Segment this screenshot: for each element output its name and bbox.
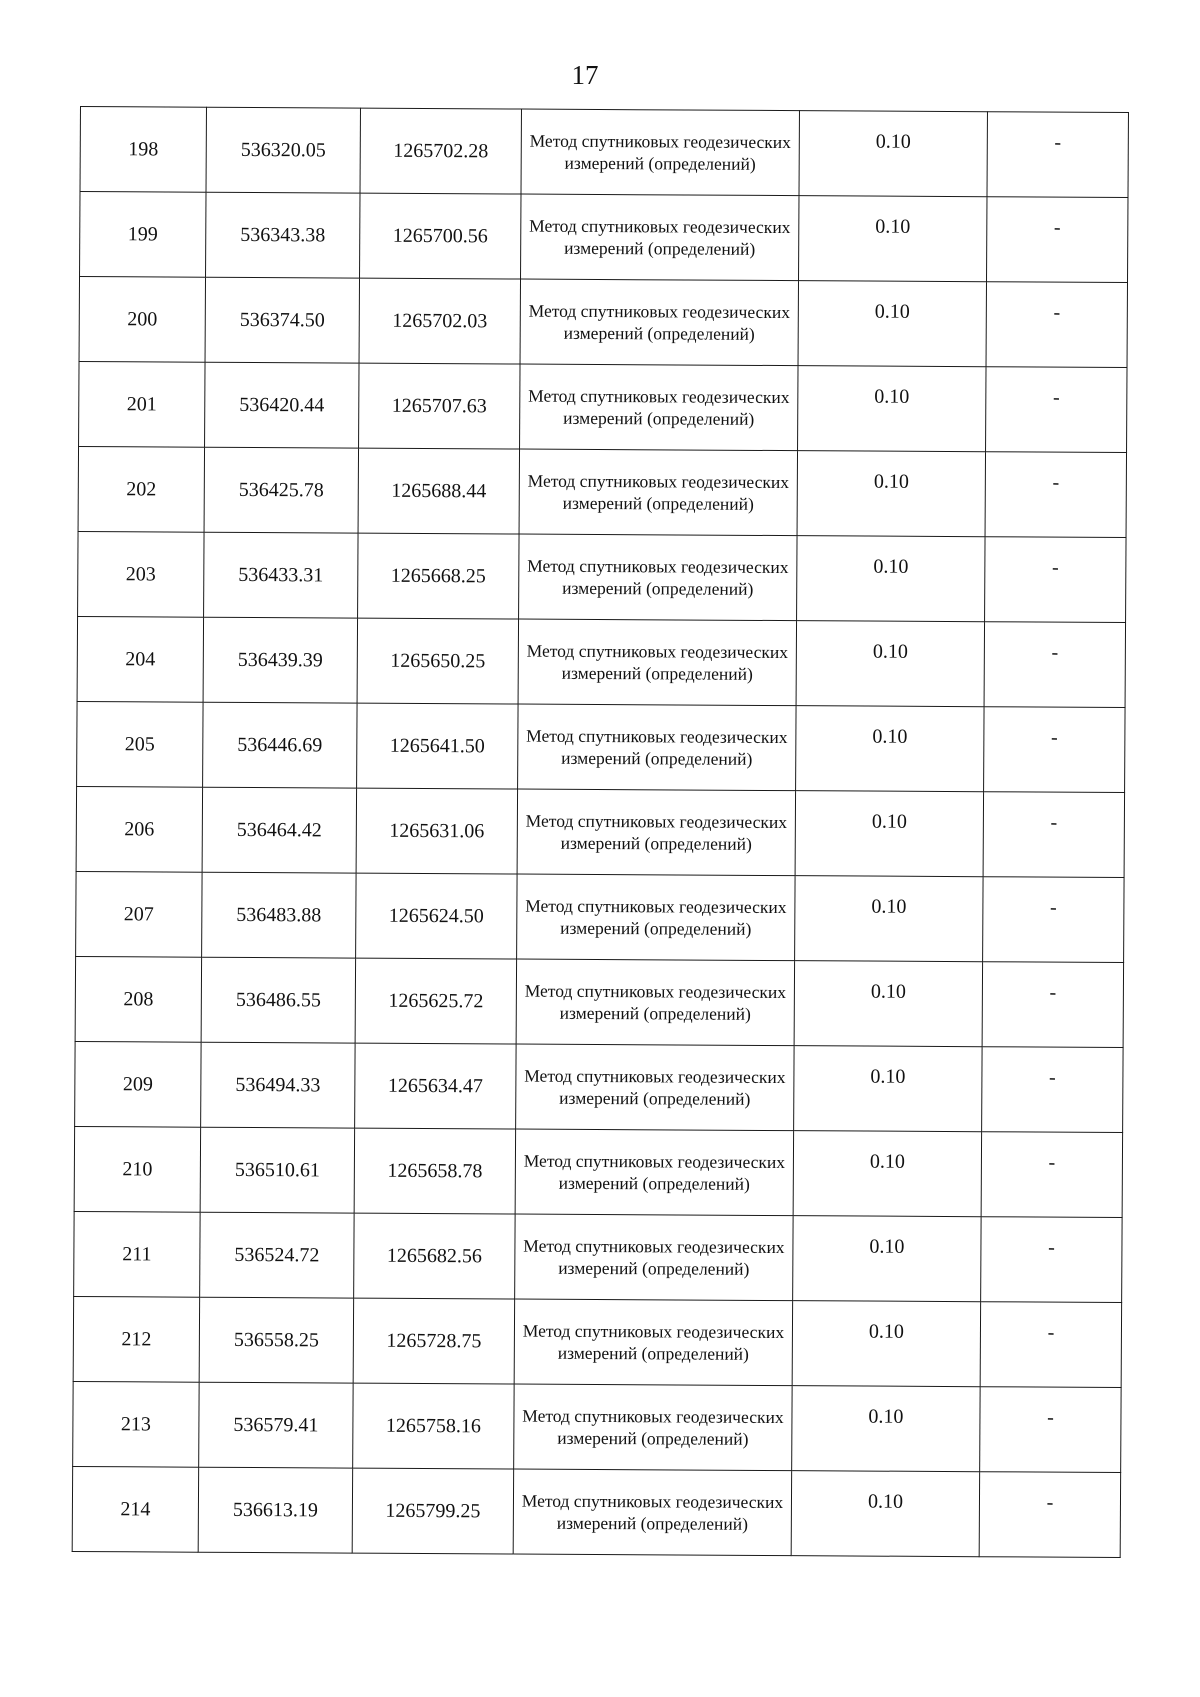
y-coordinate-cell (357, 703, 518, 789)
point-number-text: 209 (122, 1073, 153, 1096)
accuracy-text: 0.10 (872, 640, 908, 663)
x-coordinate-text: 536343.38 (240, 223, 326, 247)
method-cell (516, 1044, 794, 1131)
method-cell (515, 1214, 793, 1301)
x-coordinate-text: 536320.05 (240, 138, 326, 162)
method-cell (521, 109, 799, 196)
accuracy-cell (796, 706, 984, 792)
point-number-text: 205 (124, 733, 155, 756)
table-row (76, 871, 1124, 962)
note-cell (986, 282, 1127, 368)
point-number-cell (77, 616, 203, 702)
y-coordinate-text: 1265668.25 (390, 564, 486, 588)
page-number: 17 (571, 60, 599, 90)
method-cell (521, 194, 799, 281)
method-text: Метод спутниковых геодезических измерений (определений) (528, 385, 790, 429)
point-number-cell (80, 107, 206, 193)
point-number-cell (73, 1381, 199, 1467)
y-coordinate-cell (353, 1298, 514, 1384)
accuracy-cell (797, 451, 985, 537)
method-text: Метод спутниковых геодезических измерений (определений) (527, 555, 789, 599)
table-row (79, 361, 1127, 452)
accuracy-text: 0.10 (869, 1235, 905, 1258)
x-coordinate-cell (206, 192, 360, 278)
table-row (78, 531, 1126, 622)
table-row (78, 446, 1126, 537)
x-coordinate-text: 536446.69 (237, 733, 323, 757)
accuracy-cell (799, 111, 987, 197)
x-coordinate-cell (199, 1297, 353, 1383)
y-coordinate-text: 1265702.28 (393, 139, 489, 163)
point-number-cell (75, 956, 201, 1042)
x-coordinate-text: 536579.41 (233, 1413, 319, 1437)
method-cell (517, 874, 795, 961)
note-text: - (1053, 216, 1061, 239)
table-row (73, 1381, 1121, 1472)
y-coordinate-cell (355, 958, 516, 1044)
accuracy-text: 0.10 (873, 555, 909, 578)
table-row (72, 1466, 1120, 1557)
accuracy-cell (793, 1216, 981, 1302)
y-coordinate-cell (359, 363, 520, 449)
point-number-text: 204 (125, 648, 156, 671)
method-cell (514, 1299, 792, 1386)
method-cell (513, 1469, 791, 1556)
y-coordinate-text: 1265624.50 (388, 904, 484, 928)
point-number-cell (79, 361, 205, 447)
point-number-text: 198 (128, 138, 159, 161)
table-row (73, 1296, 1121, 1387)
point-number-cell (78, 531, 204, 617)
method-text: Метод спутниковых геодезических измерений (определений) (521, 1490, 784, 1534)
x-coordinate-cell (203, 702, 357, 788)
y-coordinate-text: 1265758.16 (385, 1414, 481, 1438)
method-text: Метод спутниковых геодезических измерений (определений) (529, 130, 792, 174)
x-coordinate-cell (205, 277, 359, 363)
y-coordinate-cell (357, 618, 518, 704)
method-text: Метод спутниковых геодезических измерений (определений) (523, 1150, 786, 1194)
point-number-text: 200 (127, 308, 158, 331)
table-body (72, 107, 1128, 1558)
y-coordinate-text: 1265799.25 (385, 1499, 481, 1523)
x-coordinate-cell (200, 1212, 354, 1298)
note-text: - (1046, 1491, 1054, 1514)
note-text: - (1051, 556, 1059, 579)
y-coordinate-cell (353, 1383, 514, 1469)
point-number-cell (73, 1296, 199, 1382)
note-text: - (1050, 726, 1058, 749)
y-coordinate-text: 1265650.25 (390, 649, 486, 673)
x-coordinate-text: 536420.44 (239, 393, 325, 417)
table-row (74, 1211, 1122, 1302)
note-text: - (1049, 896, 1057, 919)
table-row (77, 701, 1125, 792)
table-row (74, 1126, 1122, 1217)
point-number-cell (75, 1041, 201, 1127)
method-cell (518, 704, 796, 791)
note-cell (979, 1472, 1120, 1558)
x-coordinate-text: 536613.19 (232, 1498, 318, 1522)
method-text: Метод спутниковых геодезических измерений (определений) (522, 1405, 784, 1449)
point-number-cell (76, 786, 202, 872)
point-number-cell (76, 871, 202, 957)
method-cell (520, 279, 798, 366)
y-coordinate-text: 1265625.72 (388, 989, 484, 1013)
note-cell (982, 1047, 1123, 1133)
x-coordinate-text: 536483.88 (236, 903, 322, 927)
accuracy-text: 0.10 (871, 810, 907, 833)
point-number-cell (77, 701, 203, 787)
x-coordinate-cell (201, 957, 355, 1043)
accuracy-cell (796, 621, 984, 707)
x-coordinate-cell (204, 532, 358, 618)
note-cell (987, 112, 1128, 198)
point-number-text: 207 (123, 903, 154, 926)
method-cell (516, 959, 794, 1046)
y-coordinate-text: 1265688.44 (391, 479, 487, 503)
y-coordinate-cell (352, 1468, 513, 1554)
accuracy-text: 0.10 (868, 1405, 904, 1428)
note-cell (986, 367, 1127, 453)
point-number-text: 202 (126, 478, 157, 501)
accuracy-text: 0.10 (872, 725, 908, 748)
x-coordinate-cell (205, 362, 359, 448)
point-number-text: 210 (122, 1158, 153, 1181)
x-coordinate-cell (201, 1042, 355, 1128)
point-number-text: 199 (127, 223, 158, 246)
y-coordinate-text: 1265707.63 (391, 394, 487, 418)
accuracy-text: 0.10 (875, 130, 911, 153)
x-coordinate-cell (204, 447, 358, 533)
y-coordinate-text: 1265728.75 (386, 1329, 482, 1353)
method-cell (519, 534, 797, 621)
method-cell (515, 1129, 793, 1216)
x-coordinate-text: 536510.61 (234, 1158, 320, 1182)
y-coordinate-cell (354, 1128, 515, 1214)
table-row (76, 786, 1124, 877)
accuracy-cell (794, 961, 982, 1047)
method-text: Метод спутниковых геодезических измерений (определений) (524, 1065, 786, 1109)
accuracy-text: 0.10 (870, 1065, 906, 1088)
method-text: Метод спутниковых геодезических измерений (определений) (526, 640, 789, 684)
x-coordinate-cell (202, 787, 356, 873)
method-text: Метод спутниковых геодезических измерений (определений) (522, 1320, 785, 1364)
x-coordinate-cell (199, 1382, 353, 1468)
method-text: Метод спутниковых геодезических измерений (определений) (527, 470, 790, 514)
note-cell (985, 452, 1126, 538)
note-cell (985, 537, 1126, 623)
y-coordinate-cell (359, 278, 520, 364)
accuracy-text: 0.10 (873, 470, 909, 493)
accuracy-text: 0.10 (874, 385, 910, 408)
accuracy-cell (794, 1046, 982, 1132)
method-text: Метод спутниковых геодезических измерений (определений) (526, 725, 788, 769)
method-text: Метод спутниковых геодезических измерений (определений) (529, 215, 791, 259)
table-row (80, 192, 1128, 283)
table-row (77, 616, 1125, 707)
x-coordinate-cell (200, 1127, 354, 1213)
accuracy-cell (795, 791, 983, 877)
x-coordinate-text: 536494.33 (235, 1073, 321, 1097)
note-text: - (1052, 471, 1060, 494)
point-number-text: 211 (122, 1243, 152, 1266)
y-coordinate-text: 1265702.03 (392, 309, 488, 333)
point-number-text: 203 (125, 563, 156, 586)
note-cell (983, 792, 1124, 878)
x-coordinate-text: 536486.55 (235, 988, 321, 1012)
table-row (79, 277, 1127, 368)
x-coordinate-text: 536374.50 (239, 308, 325, 332)
y-coordinate-cell (354, 1213, 515, 1299)
point-number-text: 213 (120, 1413, 151, 1436)
note-text: - (1049, 1066, 1056, 1089)
table-row (80, 107, 1128, 198)
coordinates-table (72, 106, 1129, 1558)
point-number-text: 212 (121, 1328, 152, 1351)
point-number-cell (78, 446, 204, 532)
accuracy-cell (791, 1471, 979, 1557)
method-text: Метод спутниковых геодезических измерений (определений) (524, 980, 787, 1024)
point-number-text: 201 (126, 393, 157, 416)
note-text: - (1054, 131, 1062, 154)
table-row (75, 956, 1123, 1047)
point-number-cell (79, 277, 205, 363)
x-coordinate-text: 536439.39 (237, 648, 323, 672)
note-cell (981, 1217, 1122, 1303)
accuracy-cell (799, 196, 987, 282)
note-text: - (1047, 1321, 1055, 1344)
method-text: Метод спутниковых геодезических измерений (определений) (523, 1235, 785, 1279)
method-cell (520, 364, 798, 451)
note-cell (982, 962, 1123, 1048)
table-row (75, 1041, 1123, 1132)
y-coordinate-text: 1265700.56 (392, 224, 488, 248)
x-coordinate-cell (198, 1467, 352, 1553)
x-coordinate-text: 536464.42 (236, 818, 322, 842)
note-cell (981, 1132, 1122, 1218)
x-coordinate-text: 536558.25 (233, 1328, 319, 1352)
y-coordinate-text: 1265631.06 (389, 819, 485, 843)
point-number-cell (80, 192, 206, 278)
note-cell (980, 1387, 1121, 1473)
point-number-text: 214 (120, 1498, 151, 1521)
note-text: - (1052, 386, 1060, 409)
note-text: - (1048, 1151, 1056, 1174)
y-coordinate-cell (360, 108, 521, 194)
y-coordinate-text: 1265682.56 (386, 1244, 482, 1268)
accuracy-text: 0.10 (867, 1490, 904, 1513)
accuracy-cell (797, 536, 985, 622)
note-text: - (1053, 301, 1061, 324)
method-cell (518, 619, 796, 706)
accuracy-text: 0.10 (869, 1150, 905, 1173)
note-text: - (1049, 981, 1057, 1004)
method-cell (517, 789, 795, 876)
accuracy-text: 0.10 (868, 1320, 905, 1343)
x-coordinate-cell (203, 617, 357, 703)
accuracy-cell (792, 1386, 980, 1472)
note-cell (984, 707, 1125, 793)
method-text: Метод спутниковых геодезических измерений (определений) (525, 810, 788, 854)
y-coordinate-text: 1265658.78 (387, 1159, 483, 1183)
point-number-cell (74, 1211, 200, 1297)
y-coordinate-cell (360, 193, 521, 279)
accuracy-text: 0.10 (871, 895, 907, 918)
note-cell (984, 622, 1125, 708)
accuracy-text: 0.10 (875, 215, 911, 238)
note-text: - (1051, 641, 1059, 664)
point-number-cell (72, 1466, 198, 1552)
y-coordinate-text: 1265634.47 (387, 1074, 483, 1098)
y-coordinate-cell (355, 1043, 516, 1129)
note-text: - (1050, 811, 1058, 834)
accuracy-cell (798, 366, 986, 452)
method-text: Метод спутниковых геодезических измерений (определений) (528, 300, 791, 344)
method-text: Метод спутниковых геодезических измерений (определений) (525, 895, 787, 939)
x-coordinate-text: 536433.31 (238, 563, 324, 587)
note-cell (980, 1302, 1121, 1388)
x-coordinate-cell (206, 107, 360, 193)
accuracy-cell (798, 281, 986, 367)
note-cell (987, 197, 1128, 283)
note-text: - (1048, 1236, 1055, 1259)
point-number-text: 208 (123, 988, 154, 1011)
method-cell (514, 1384, 792, 1471)
accuracy-cell (792, 1301, 980, 1387)
note-cell (983, 877, 1124, 963)
accuracy-cell (793, 1131, 981, 1217)
note-text: - (1047, 1406, 1054, 1429)
y-coordinate-cell (358, 448, 519, 534)
point-number-text: 206 (124, 818, 155, 841)
accuracy-cell (795, 876, 983, 962)
accuracy-text: 0.10 (874, 300, 910, 323)
accuracy-text: 0.10 (870, 980, 906, 1003)
point-number-cell (74, 1126, 200, 1212)
x-coordinate-text: 536524.72 (234, 1243, 320, 1267)
y-coordinate-cell (356, 873, 517, 959)
method-cell (519, 449, 797, 536)
x-coordinate-text: 536425.78 (238, 478, 324, 502)
y-coordinate-cell (356, 788, 517, 874)
y-coordinate-cell (358, 533, 519, 619)
y-coordinate-text: 1265641.50 (389, 734, 485, 758)
x-coordinate-cell (202, 872, 356, 958)
